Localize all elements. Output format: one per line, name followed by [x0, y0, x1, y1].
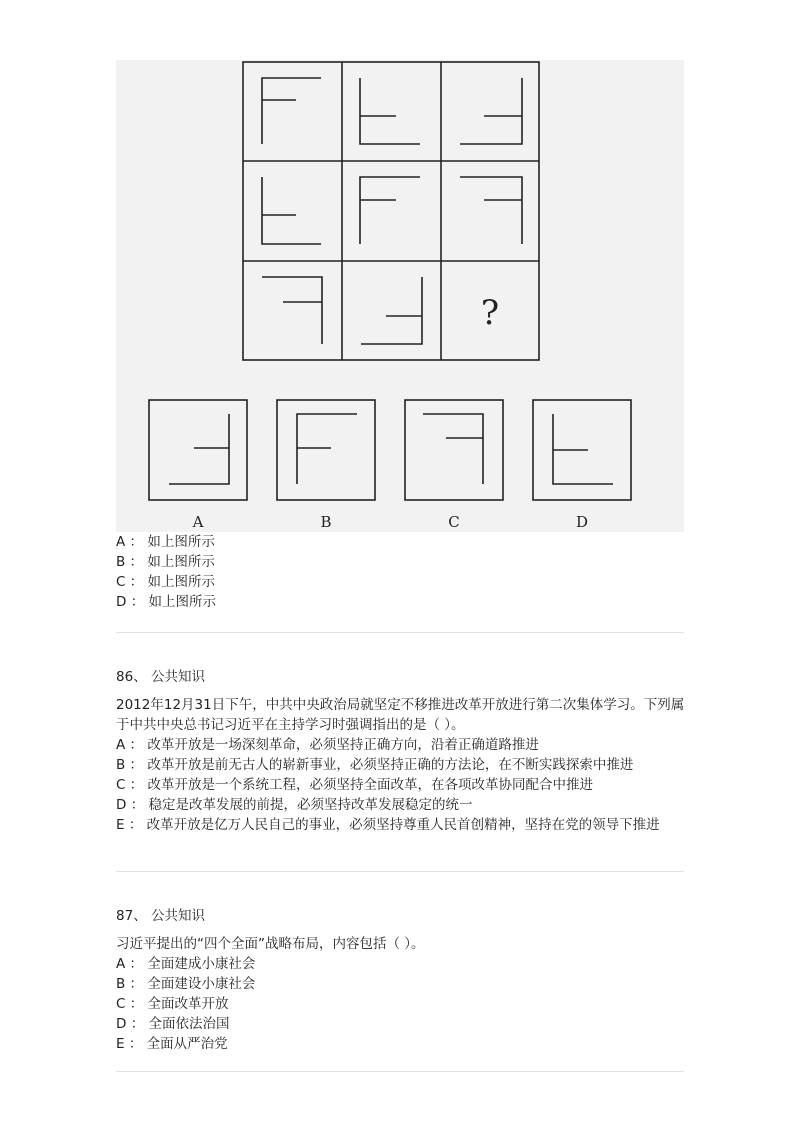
- answer-c-glyph: [423, 414, 483, 484]
- question-86-option-d: D ： 稳定是改革发展的前提，必须坚持改革发展稳定的统一: [116, 797, 473, 813]
- separator-3: [116, 1071, 684, 1072]
- question-86: [116, 667, 688, 835]
- answer-box-a: [149, 400, 247, 500]
- cell-3-2-glyph: [361, 277, 422, 344]
- answer-d-glyph: [553, 414, 613, 484]
- question-87-option-b: B ： 全面建设小康社会: [116, 976, 256, 992]
- question-86-option-a: A ： 改革开放是一场深刻革命，必须坚持正确方向，沿着正确道路推进: [116, 737, 539, 753]
- cell-2-1-glyph: [262, 177, 321, 244]
- cell-1-2-glyph: [360, 78, 420, 144]
- prev-option-c: C ： 如上图所示: [116, 574, 216, 590]
- cell-1-1-glyph: [262, 78, 321, 144]
- question-87-option-a: A ： 全面建成小康社会: [116, 956, 256, 972]
- answer-a-glyph: [169, 414, 229, 484]
- cell-1-3-glyph: [460, 78, 522, 144]
- question-87: [116, 906, 688, 1054]
- answer-b-glyph: [297, 414, 357, 484]
- question-87-header: 87、 公共知识: [116, 908, 205, 924]
- answer-label-d: D: [575, 513, 589, 531]
- question-86-header: 86、 公共知识: [116, 669, 205, 685]
- answer-box-c: [405, 400, 503, 500]
- question-86-option-b: B ： 改革开放是前无古人的崭新事业，必须坚持正确的方法论，在不断实践探索中推进: [116, 757, 634, 773]
- question-mark: ?: [480, 293, 500, 333]
- separator-2: [116, 871, 684, 872]
- separator-1: [116, 632, 684, 633]
- prev-option-a: A ： 如上图所示: [116, 534, 215, 550]
- puzzle-svg: [116, 60, 684, 532]
- cell-2-2-glyph: [360, 177, 420, 244]
- cell-2-3-glyph: [460, 177, 522, 244]
- prev-question-options: [116, 532, 216, 612]
- question-87-option-c: C ： 全面改革开放: [116, 996, 229, 1012]
- answer-label-c: C: [448, 513, 460, 531]
- prev-option-b: B ： 如上图所示: [116, 554, 215, 570]
- question-86-stem: 2012年12月31日下午，中共中央政治局就坚定不移推进改革开放进行第二次集体学习。下列属于中共中央总书记习近平在主持学习时强调指出的是（ ）。: [116, 697, 685, 733]
- answer-box-b: [277, 400, 375, 500]
- question-87-option-e: E ： 全面从严治党: [116, 1036, 228, 1052]
- question-86-option-c: C ： 改革开放是一个系统工程，必须坚持全面改革，在各项改革协同配合中推进: [116, 777, 594, 793]
- question-86-option-e: E ： 改革开放是亿万人民自己的事业，必须坚持尊重人民首创精神，坚持在党的领导下推进: [116, 817, 660, 833]
- answer-label-a: A: [192, 513, 204, 531]
- question-87-option-d: D ： 全面依法治国: [116, 1016, 230, 1032]
- prev-option-d: D ： 如上图所示: [116, 594, 216, 610]
- question-87-stem: 习近平提出的“四个全面”战略布局，内容包括（ ）。: [116, 936, 425, 952]
- answer-label-b: B: [320, 513, 332, 531]
- puzzle-figure: [116, 60, 684, 532]
- cell-3-1-glyph: [262, 277, 322, 344]
